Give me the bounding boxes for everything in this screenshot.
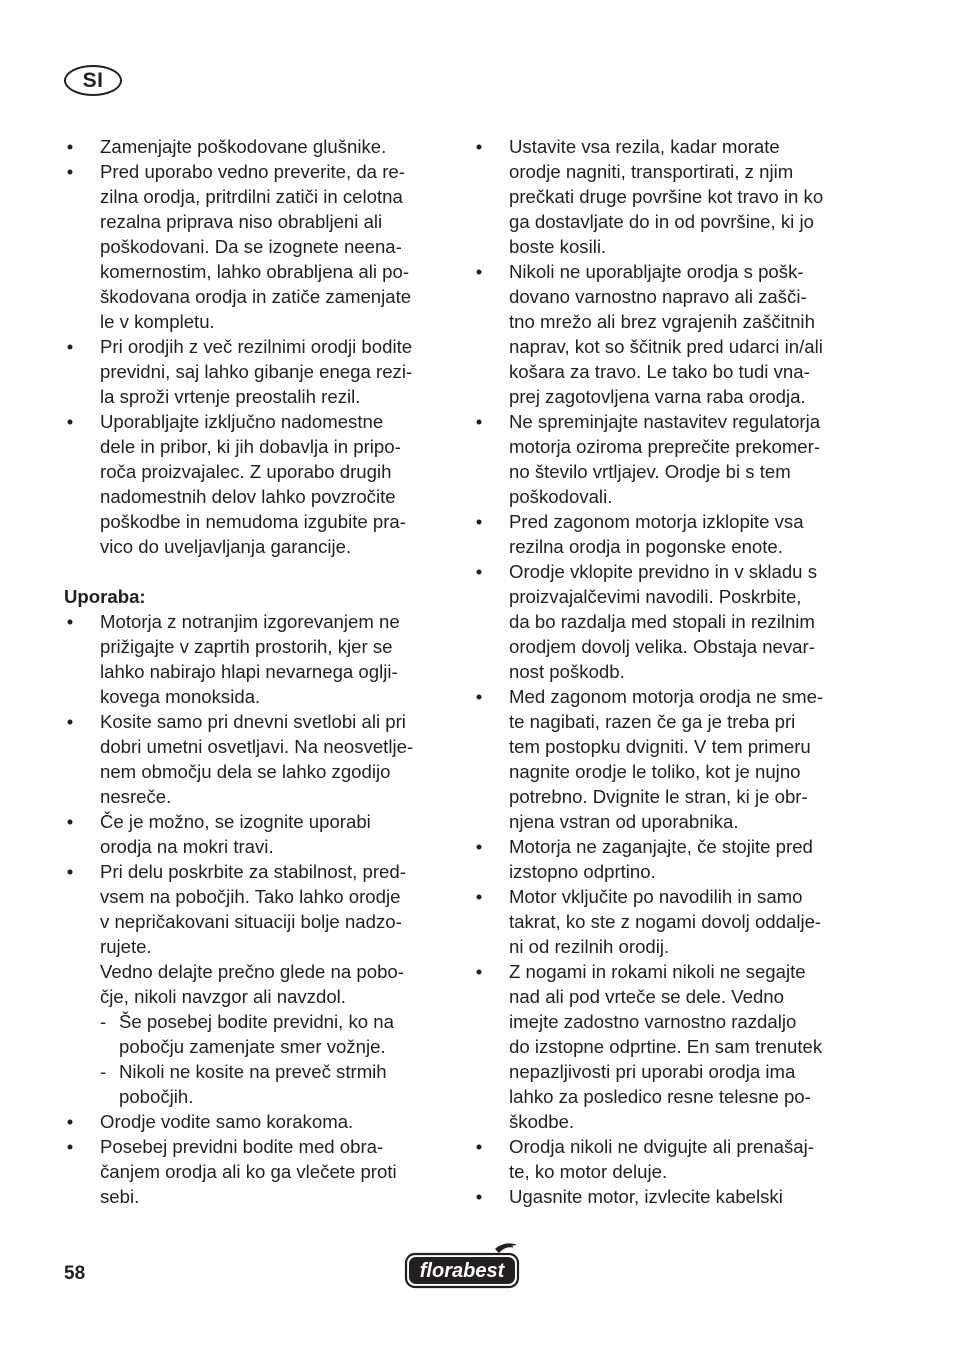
bullet-icon: • [475, 961, 483, 982]
text-line: orodjem dovolj velika. Obstaja nevar- [509, 636, 815, 657]
text-line: Pred zagonom motorja izklopite vsa [509, 511, 804, 532]
text-line: pobočjih. [119, 1086, 194, 1107]
text-line: Ne spreminjajte nastavitev regulatorja [509, 411, 821, 432]
text-line: Uporabljajte izključno nadomestne [100, 411, 384, 432]
text-line: nagnite orodje le toliko, kot je nujno [509, 761, 801, 782]
text-line: Kosite samo pri dnevni svetlobi ali pri [100, 711, 406, 732]
text-line: čje, nikoli navzgor ali navzdol. [100, 986, 346, 1007]
text-line: te nagibati, razen če ga je treba pri [509, 711, 796, 732]
text-line: orodja na mokri travi. [100, 836, 274, 857]
sub-list-item [64, 1009, 454, 1059]
text-line: Z nogami in rokami nikoli ne segajte [509, 961, 806, 982]
bullet-icon: • [475, 1136, 483, 1157]
text-line: Pred uporabo vedno preverite, da re- [100, 161, 405, 182]
text-line: poškodovali. [509, 486, 613, 507]
text-line: da bo razdalja med stopali in rezilnim [509, 611, 815, 632]
text-line: sebi. [100, 1186, 140, 1207]
list-item [64, 334, 454, 409]
list-item [64, 709, 454, 809]
text-line: pobočju zamenjate smer vožnje. [119, 1036, 386, 1057]
bullet-icon: • [475, 886, 483, 907]
list-item [473, 959, 863, 1134]
text-line: roča proizvajalec. Z uporabo drugih [100, 461, 392, 482]
bullet-icon: • [66, 811, 74, 832]
text-line: Ugasnite motor, izvlecite kabelski [509, 1186, 783, 1207]
bullet-icon: • [66, 161, 74, 182]
text-line: boste kosili. [509, 236, 607, 257]
text-line: Ustavite vsa rezila, kadar morate [509, 136, 780, 157]
text-line: Motorja ne zaganjajte, če stojite pred [509, 836, 813, 857]
text-line: proizvajalčevimi navodili. Poskrbite, [509, 586, 802, 607]
text-line: njena vstran od uporabnika. [509, 811, 739, 832]
bullet-icon: • [475, 136, 483, 157]
text-line: komernostim, lahko obrabljena ali po- [100, 261, 410, 282]
text-line: Posebej previdni bodite med obra- [100, 1136, 384, 1157]
list-item [64, 1134, 454, 1209]
text-line: zilna orodja, pritrdilni zatiči in celotna [100, 186, 403, 207]
text-line: vico do uveljavljanja garancije. [100, 536, 352, 557]
bullet-icon: • [66, 711, 74, 732]
sub-list-item [64, 1059, 454, 1109]
text-line: nem območju dela se lahko zgodijo [100, 761, 391, 782]
list-item [473, 884, 863, 959]
text-line: naprav, kot so ščitnik pred udarci in/ali [509, 336, 823, 357]
list-item [473, 409, 863, 509]
text-line: prej zagotovljena varna raba orodja. [509, 386, 806, 407]
text-line: nepazljivosti pri uporabi orodja ima [509, 1061, 796, 1082]
text-line: le v kompletu. [100, 311, 215, 332]
text-line: Nikoli ne kosite na preveč strmih [119, 1061, 387, 1082]
dash-icon: - [100, 1011, 107, 1032]
text-line: motorja oziroma preprečite prekomer- [509, 436, 821, 457]
text-line: kovega monoksida. [100, 686, 261, 707]
text-line: škodovana orodja in zatiče zamenjate [100, 286, 412, 307]
text-line: čanjem orodja ali ko ga vlečete proti [100, 1161, 397, 1182]
text-line: Še posebej bodite previdni, ko na [119, 1011, 394, 1032]
text-line: tem postopku dvigniti. V tem primeru [509, 736, 811, 757]
florabest-logo [403, 1241, 521, 1296]
dash-icon: - [100, 1061, 107, 1082]
list-item [473, 559, 863, 684]
bullet-icon: • [66, 136, 74, 157]
text-line: ni od rezilnih orodij. [509, 936, 670, 957]
text-line: te, ko motor deluje. [509, 1161, 668, 1182]
text-line: imejte zadostno varnostno razdaljo [509, 1011, 797, 1032]
left-column [64, 134, 454, 1209]
bullet-icon: • [475, 836, 483, 857]
florabest-logo-graphic [403, 1241, 521, 1291]
continuation-paragraph [100, 959, 454, 1009]
text-line: Pri delu poskrbite za stabilnost, pred- [100, 861, 406, 882]
text-line: škodbe. [509, 1111, 575, 1132]
text-line: Vedno delajte prečno glede na pobo- [100, 961, 404, 982]
text-line: Med zagonom motorja orodja ne sme- [509, 686, 824, 707]
text-line: Orodje vklopite previdno in v skladu s [509, 561, 817, 582]
bullet-icon: • [475, 261, 483, 282]
text-line: lahko nabirajo hlapi nevarnega oglji- [100, 661, 398, 682]
text-line: rezilna orodja in pogonske enote. [509, 536, 783, 557]
text-line: takrat, ko ste z nogami dovolj oddalje- [509, 911, 822, 932]
list-item [64, 609, 454, 709]
bullet-icon: • [475, 561, 483, 582]
bullet-icon: • [475, 411, 483, 432]
bullet-icon: • [66, 861, 74, 882]
bullet-icon: • [66, 411, 74, 432]
text-line: dobri umetni osvetljavi. Na neosvetlje- [100, 736, 414, 757]
text-line: ga dostavljate do in od površine, ki jo [509, 211, 814, 232]
list-item [473, 509, 863, 559]
list-item [473, 834, 863, 884]
safety-list [64, 134, 454, 559]
bullet-icon: • [66, 1136, 74, 1157]
list-item [64, 409, 454, 559]
usage-list-continued [473, 134, 863, 1209]
text-line: Orodja nikoli ne dvigujte ali prenašaj- [509, 1136, 814, 1157]
page-number: 58 [64, 1263, 86, 1284]
text-line: tno mrežo ali brez vgrajenih zaščitnih [509, 311, 815, 332]
text-line: nadomestnih delov lahko povzročite [100, 486, 396, 507]
text-line: orodje nagniti, transportirati, z njim [509, 161, 794, 182]
usage-list [64, 609, 454, 1209]
text-line: lahko za posledico resne telesne po- [509, 1086, 811, 1107]
bullet-icon: • [475, 511, 483, 532]
text-line: rezalna priprava niso obrabljeni ali [100, 211, 383, 232]
text-line: Motorja z notranjim izgorevanjem ne [100, 611, 400, 632]
list-item [64, 159, 454, 334]
text-line: dovano varnostno napravo ali zašči- [509, 286, 807, 307]
bullet-icon: • [66, 611, 74, 632]
text-line: izstopno odprtino. [509, 861, 656, 882]
language-badge: SI [64, 65, 122, 96]
text-line: potrebno. Dvignite le stran, ki je obr- [509, 786, 808, 807]
text-line: rujete. [100, 936, 152, 957]
bullet-icon: • [66, 1111, 74, 1132]
bullet-icon: • [66, 336, 74, 357]
list-item [64, 134, 454, 159]
text-line: nost poškodb. [509, 661, 625, 682]
text-line: do izstopne odprtine. En sam trenutek [509, 1036, 823, 1057]
text-line: dele in pribor, ki jih dobavlja in pripo- [100, 436, 401, 457]
text-line: vsem na pobočjih. Tako lahko orodje [100, 886, 401, 907]
list-item [473, 1134, 863, 1184]
text-line: prižigajte v zaprtih prostorih, kjer se [100, 636, 393, 657]
text-line: košara za travo. Le tako bo tudi vna- [509, 361, 810, 382]
text-line: poškodbe in nemudoma izgubite pra- [100, 511, 406, 532]
text-line: no število vrtljajev. Orodje bi s tem [509, 461, 791, 482]
text-line: la sproži vrtenje preostalih rezil. [100, 386, 361, 407]
text-line: Pri orodjih z več rezilnimi orodji bodite [100, 336, 413, 357]
section-heading-usage: Uporaba: [64, 586, 146, 607]
list-item [473, 134, 863, 259]
text-line: v nepričakovani situaciji bolje nadzo- [100, 911, 402, 932]
text-line: Motor vključite po navodilih in samo [509, 886, 803, 907]
list-item [473, 259, 863, 409]
logo-text: florabest [419, 1260, 505, 1282]
right-column [473, 134, 863, 1209]
list-item [64, 859, 454, 1009]
text-line: poškodovani. Da se izognete neena- [100, 236, 402, 257]
bullet-icon: • [475, 686, 483, 707]
list-item [64, 1109, 454, 1134]
text-line: previdni, saj lahko gibanje enega rezi- [100, 361, 413, 382]
list-item [64, 809, 454, 859]
bullet-icon: • [475, 1186, 483, 1207]
text-line: prečkati druge površine kot travo in ko [509, 186, 824, 207]
list-item [473, 1184, 863, 1209]
list-item [473, 684, 863, 834]
text-line: Nikoli ne uporabljajte orodja s pošk- [509, 261, 804, 282]
text-line: nad ali pod vrteče se dele. Vedno [509, 986, 784, 1007]
text-line: Zamenjajte poškodovane glušnike. [100, 136, 387, 157]
text-line: Če je možno, se izognite uporabi [100, 811, 371, 832]
text-line: nesreče. [100, 786, 172, 807]
text-line: Orodje vodite samo korakoma. [100, 1111, 354, 1132]
